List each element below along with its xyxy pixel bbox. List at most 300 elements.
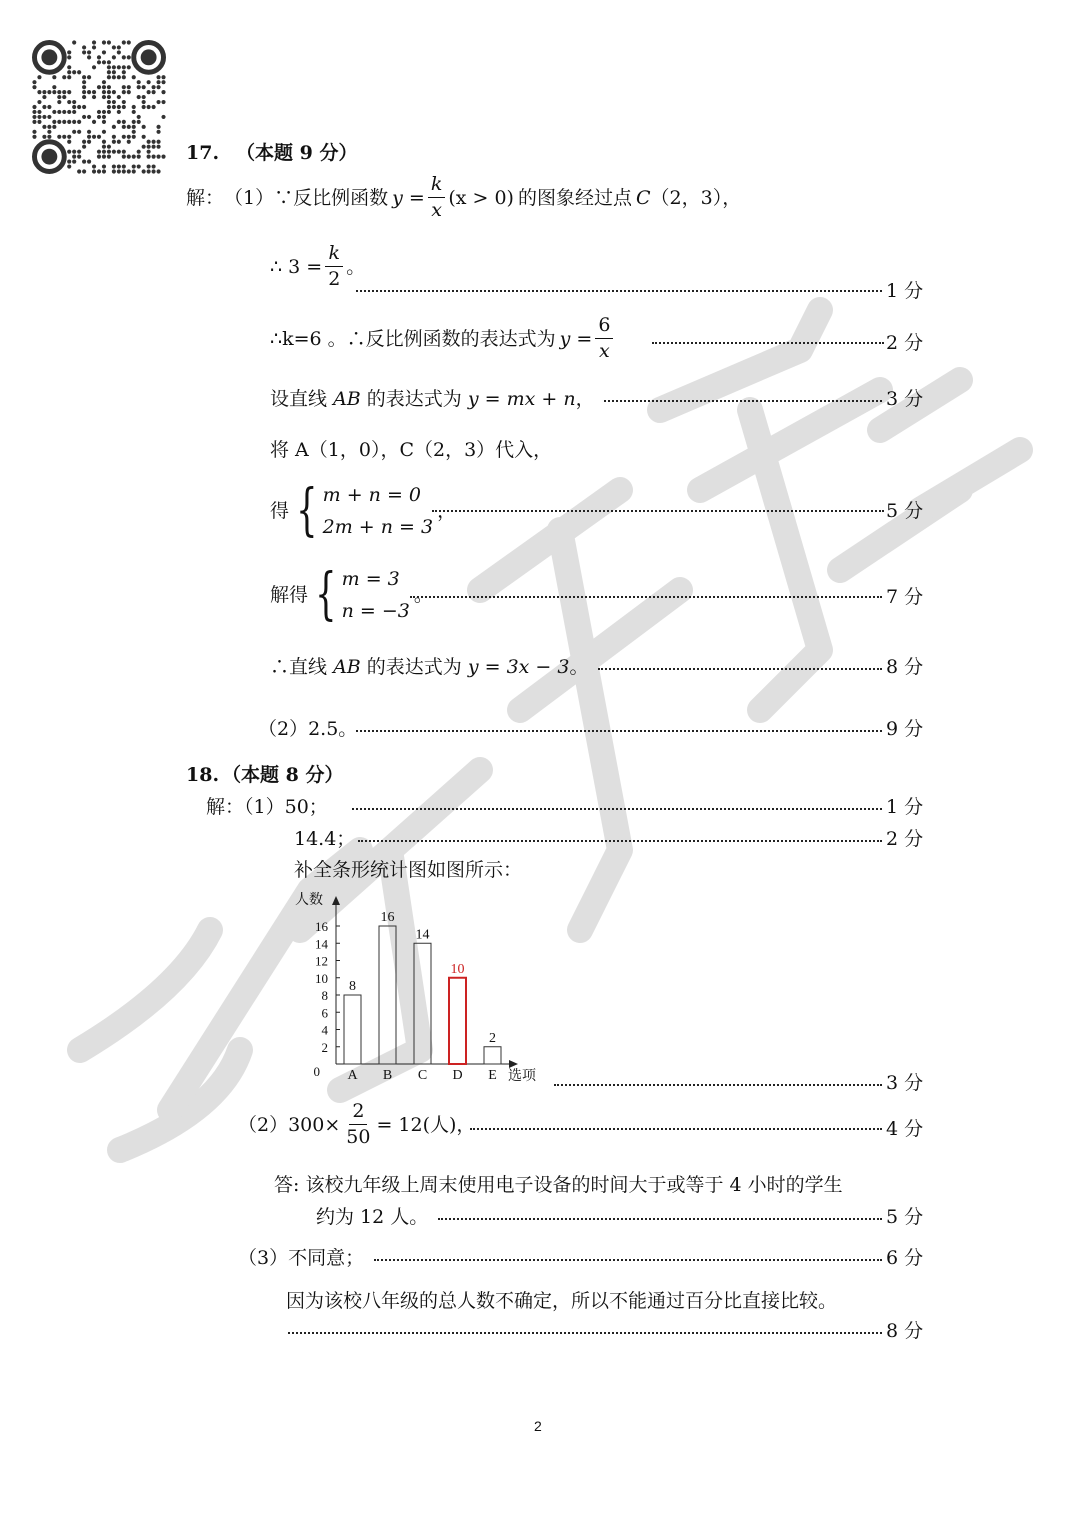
bar-value-label-A: 8: [349, 979, 356, 994]
qr-dot: [152, 140, 156, 144]
qr-dot: [62, 135, 66, 139]
q18-line4: [238, 1102, 475, 1147]
y-tick-label: 8: [321, 988, 328, 1003]
q17-line1-post: 的图象经过点: [517, 186, 632, 209]
qr-dot: [102, 130, 106, 134]
qr-dot: [112, 140, 116, 144]
qr-dot: [156, 145, 160, 149]
qr-dot: [152, 105, 156, 109]
qr-dot: [156, 85, 160, 89]
qr-dot: [47, 130, 51, 134]
equation-system: [289, 478, 434, 543]
equation-system: [308, 562, 410, 627]
qr-dot: [87, 55, 91, 59]
qr-dot: [82, 90, 86, 94]
qr-dot: [132, 130, 136, 134]
qr-dot: [117, 110, 121, 114]
qr-dot: [57, 110, 61, 114]
qr-dot: [156, 169, 160, 173]
qr-dot: [92, 169, 96, 173]
qr-dot: [97, 155, 101, 159]
qr-dot: [47, 115, 51, 119]
q17-line1-coords: （2，3），: [650, 186, 742, 209]
qr-dot: [112, 169, 116, 173]
bar-value-label-D: 10: [450, 961, 465, 977]
q17-line2-text: ∴ 3 =: [270, 255, 323, 278]
qr-dot: [102, 120, 106, 124]
qr-dot: [156, 130, 160, 134]
qr-dot: [102, 150, 106, 154]
qr-dot: [72, 130, 76, 134]
qr-dot: [137, 115, 141, 119]
qr-dot: [152, 155, 156, 159]
q17-line5: 将 A（1，0），C（2，3）代入，: [270, 439, 553, 461]
q17-score-3: 3 分: [886, 388, 924, 410]
qr-dot: [161, 75, 165, 79]
qr-dot: [132, 105, 136, 109]
qr-dot: [137, 80, 141, 84]
qr-dot: [67, 55, 71, 59]
qr-dot: [57, 120, 61, 124]
equation-1: m + n = 0: [322, 484, 421, 506]
qr-dot: [67, 135, 71, 139]
qr-dot: [112, 150, 116, 154]
y-tick-label: 12: [315, 953, 328, 969]
qr-dot: [82, 80, 86, 84]
qr-dot: [152, 169, 156, 173]
qr-dot: [161, 90, 165, 94]
qr-dot: [72, 105, 76, 109]
q18-score-1: 1 分: [886, 796, 924, 818]
qr-dot: [161, 80, 165, 84]
qr-dot: [142, 85, 146, 89]
qr-dot: [122, 125, 126, 129]
qr-dot: [107, 40, 111, 44]
qr-dot: [127, 40, 131, 44]
qr-dot: [156, 100, 160, 104]
qr-dot: [97, 135, 101, 139]
x-tick-label-B: B: [382, 1068, 393, 1083]
qr-dot: [92, 95, 96, 99]
y-tick-label: 0: [313, 1064, 320, 1079]
qr-dot: [67, 100, 71, 104]
qr-dot: [72, 160, 76, 164]
equation-2: n = −3: [341, 600, 410, 622]
qr-dot: [112, 90, 116, 94]
q18-line6: 约为 12 人。: [316, 1206, 429, 1228]
qr-dot: [107, 95, 111, 99]
qr-finder-center: [141, 49, 157, 65]
qr-dot: [67, 164, 71, 168]
q17-line3: [270, 316, 616, 361]
qr-dot: [132, 120, 136, 124]
qr-dot: [152, 85, 156, 89]
q17-line4-ab: AB: [333, 388, 361, 410]
qr-dot: [72, 40, 76, 44]
qr-dot: [82, 50, 86, 54]
qr-dot: [107, 155, 111, 159]
qr-dot: [42, 115, 46, 119]
q18-line3: 补全条形统计图如图所示：: [294, 859, 523, 881]
solution-prefix: 解：: [186, 186, 225, 209]
qr-dot: [117, 50, 121, 54]
leader-dots: [438, 1218, 882, 1220]
qr-dot: [82, 75, 86, 79]
qr-dot: [87, 130, 91, 134]
qr-dot: [72, 100, 76, 104]
bar-E: [484, 1047, 501, 1064]
leader-dots: [598, 668, 882, 670]
qr-dot: [32, 120, 36, 124]
qr-dot: [122, 120, 126, 124]
qr-dot: [142, 100, 146, 104]
qr-dot: [147, 169, 151, 173]
q17-score-7: 7 分: [886, 586, 924, 608]
qr-dot: [77, 120, 81, 124]
qr-dot: [132, 155, 136, 159]
qr-dot: [67, 50, 71, 54]
qr-dot: [117, 65, 121, 69]
q17-score-2: 2 分: [886, 332, 924, 354]
qr-dot: [87, 160, 91, 164]
qr-dot: [117, 75, 121, 79]
fraction: $\frac{k}{x}$: [428, 175, 446, 220]
qr-dot: [102, 169, 106, 173]
q17-line2-post: 。: [346, 255, 366, 278]
qr-dot: [102, 115, 106, 119]
qr-dot: [57, 90, 61, 94]
qr-dot: [127, 90, 131, 94]
qr-dot: [92, 120, 96, 124]
qr-dot: [32, 85, 36, 89]
y-tick-label: 6: [321, 1005, 328, 1021]
q18-line1-text: （1）50；: [244, 796, 328, 818]
qr-dot: [52, 125, 56, 129]
y-tick-label: 10: [315, 970, 328, 986]
qr-dot: [102, 145, 106, 149]
qr-dot: [102, 95, 106, 99]
qr-dot: [102, 50, 106, 54]
qr-dot: [122, 135, 126, 139]
qr-dot: [102, 60, 106, 64]
qr-dot: [122, 70, 126, 74]
qr-dot: [102, 140, 106, 144]
qr-dot: [122, 155, 126, 159]
qr-dot: [37, 100, 41, 104]
qr-dot: [32, 80, 36, 84]
q17-number: 17.: [186, 142, 220, 164]
page-number: 2: [534, 1418, 542, 1434]
qr-dot: [87, 135, 91, 139]
qr-dot: [107, 75, 111, 79]
qr-dot: [52, 75, 56, 79]
bar-value-label-E: 2: [489, 1030, 496, 1046]
qr-dot: [47, 125, 51, 129]
bar-A: [344, 995, 361, 1064]
qr-dot: [147, 90, 151, 94]
qr-dot: [67, 75, 71, 79]
qr-dot: [122, 85, 126, 89]
qr-dot: [122, 90, 126, 94]
q17-line8: [270, 654, 589, 680]
qr-dot: [107, 60, 111, 64]
q18-score-5: 5 分: [886, 1206, 924, 1228]
qr-dot: [42, 95, 46, 99]
qr-dot: [82, 140, 86, 144]
qr-code: [32, 40, 166, 174]
qr-dot: [132, 110, 136, 114]
qr-dot: [82, 160, 86, 164]
qr-dot: [112, 70, 116, 74]
qr-dot: [92, 45, 96, 49]
q17-line2: [270, 244, 365, 289]
q17-line8-text: ∴直线: [270, 656, 328, 678]
qr-dot: [122, 164, 126, 168]
qr-dot: [142, 125, 146, 129]
leader-dots: [352, 808, 882, 810]
q18-line1: [206, 794, 328, 820]
q17-score-8: 8 分: [886, 656, 924, 678]
leader-dots: [432, 510, 884, 512]
q17-line8-ab: AB: [333, 656, 361, 678]
qr-dot: [82, 145, 86, 149]
qr-dot: [112, 100, 116, 104]
qr-dot: [156, 80, 160, 84]
qr-dot: [156, 125, 160, 129]
qr-dot: [77, 130, 81, 134]
x-tick-label-C: C: [417, 1068, 428, 1083]
qr-dot: [92, 135, 96, 139]
qr-dot: [92, 65, 96, 69]
qr-dot: [107, 85, 111, 89]
qr-dot: [97, 55, 101, 59]
q18-number: 18.: [186, 764, 220, 786]
q17-line1-y: y =: [392, 186, 425, 209]
qr-dot: [127, 55, 131, 59]
q17-line4: [270, 386, 595, 412]
qr-dot: [107, 145, 111, 149]
qr-dot: [122, 169, 126, 173]
qr-dot: [82, 85, 86, 89]
q17-line3-text: ∴k=6 。∴反比例函数的表达式为: [270, 327, 556, 350]
qr-dot: [132, 135, 136, 139]
qr-dot: [47, 135, 51, 139]
qr-finder-center: [41, 49, 57, 65]
q17-line8-post: 。: [569, 656, 589, 678]
qr-dot: [117, 150, 121, 154]
qr-dot: [127, 125, 131, 129]
qr-dot: [137, 95, 141, 99]
q17-line1-text: （1）∵反比例函数: [224, 186, 389, 209]
qr-dot: [67, 90, 71, 94]
qr-dot: [156, 140, 160, 144]
fraction: $\frac{2}{50}$: [346, 1100, 371, 1148]
qr-dot: [97, 169, 101, 173]
qr-dot: [142, 105, 146, 109]
qr-dot: [112, 164, 116, 168]
qr-dot: [87, 75, 91, 79]
q18-score-6: 6 分: [886, 1247, 924, 1269]
qr-dot: [97, 60, 101, 64]
qr-dot: [152, 164, 156, 168]
qr-dot: [32, 105, 36, 109]
leader-dots: [604, 400, 882, 402]
x-tick-label-D: D: [452, 1068, 463, 1083]
qr-dot: [107, 100, 111, 104]
qr-dot: [142, 169, 146, 173]
qr-dot: [52, 90, 56, 94]
leader-dots: [652, 342, 884, 344]
bar-chart: [290, 884, 550, 1090]
qr-dot: [82, 105, 86, 109]
qr-dot: [147, 140, 151, 144]
qr-dot: [37, 115, 41, 119]
qr-dot: [62, 120, 66, 124]
qr-dot: [137, 164, 141, 168]
qr-dot: [62, 90, 66, 94]
q17-line4-mid: 的表达式为: [366, 388, 462, 410]
qr-dot: [82, 169, 86, 173]
qr-dot: [117, 120, 121, 124]
qr-dot: [132, 169, 136, 173]
qr-dot: [112, 55, 116, 59]
leader-dots: [554, 1084, 882, 1086]
leader-dots: [358, 840, 882, 842]
qr-dot: [127, 65, 131, 69]
qr-dot: [142, 135, 146, 139]
q17-line1: [186, 175, 741, 220]
qr-dot: [77, 105, 81, 109]
qr-dot: [67, 70, 71, 74]
qr-code-image: [32, 40, 166, 174]
qr-dot: [92, 164, 96, 168]
qr-dot: [127, 169, 131, 173]
y-tick-label: 16: [315, 919, 328, 934]
q17-line6-text: 得: [270, 500, 290, 522]
q18-header: （本题 8 分）: [222, 764, 344, 786]
qr-dot: [62, 110, 66, 114]
bar-value-label-B: 16: [380, 910, 395, 925]
qr-dot: [102, 164, 106, 168]
qr-dot: [72, 70, 76, 74]
qr-finder-center: [41, 149, 57, 165]
qr-dot: [102, 80, 106, 84]
qr-dot: [127, 140, 131, 144]
q17-line3-y: y =: [559, 327, 593, 350]
qr-dot: [107, 110, 111, 114]
qr-dot: [127, 155, 131, 159]
qr-dot: [42, 105, 46, 109]
q17-line9: （2）2.5。: [258, 718, 358, 740]
qr-dot: [72, 150, 76, 154]
qr-dot: [37, 110, 41, 114]
bar-value-label-C: 14: [415, 927, 430, 943]
y-axis-label: 人数: [295, 893, 323, 908]
qr-dot: [156, 155, 160, 159]
qr-dot: [112, 135, 116, 139]
q18-score-8: 8 分: [886, 1320, 924, 1342]
left-brace: {: [315, 562, 337, 627]
qr-dot: [107, 105, 111, 109]
qr-dot: [161, 100, 165, 104]
left-brace: {: [296, 478, 318, 543]
qr-dot: [102, 40, 106, 44]
q17-line8-eq: y = 3x − 3: [467, 656, 570, 678]
qr-dot: [67, 65, 71, 69]
q18-line5: 答: 该校九年级上周末使用电子设备的时间大于或等于 4 小时的学生: [274, 1174, 843, 1196]
leader-dots: [356, 730, 882, 732]
q18-line4-post: = 12(人)，: [376, 1113, 476, 1136]
qr-dot: [122, 150, 126, 154]
qr-dot: [102, 90, 106, 94]
qr-dot: [52, 120, 56, 124]
fraction: $\frac{k}{2}$: [325, 244, 343, 289]
qr-dot: [117, 169, 121, 173]
bar-B: [379, 926, 396, 1064]
q17-header: （本题 9 分）: [236, 142, 358, 164]
qr-dot: [112, 125, 116, 129]
qr-dot: [112, 45, 116, 49]
x-tick-label-A: A: [347, 1068, 358, 1083]
qr-dot: [137, 155, 141, 159]
qr-dot: [52, 85, 56, 89]
qr-dot: [47, 105, 51, 109]
qr-dot: [87, 140, 91, 144]
qr-dot: [122, 100, 126, 104]
qr-dot: [72, 110, 76, 114]
qr-dot: [77, 155, 81, 159]
q17-line7-text: 解得: [270, 584, 309, 606]
qr-dot: [156, 75, 160, 79]
qr-dot: [92, 40, 96, 44]
qr-dot: [107, 65, 111, 69]
q17-line4-text: 设直线: [270, 388, 328, 410]
q17-score-9: 9 分: [886, 718, 924, 740]
q17-line7-post: 。: [413, 584, 433, 606]
qr-dot: [42, 90, 46, 94]
qr-dot: [147, 150, 151, 154]
qr-dot: [57, 135, 61, 139]
qr-dot: [32, 135, 36, 139]
q18-line4-text: （2）300×: [238, 1113, 341, 1136]
leader-dots: [356, 290, 882, 292]
q17-line8-mid: 的表达式为: [366, 656, 462, 678]
qr-dot: [52, 110, 56, 114]
qr-dot: [132, 164, 136, 168]
q18-line7: （3）不同意；: [238, 1247, 365, 1269]
qr-dot: [102, 155, 106, 159]
qr-dot: [117, 164, 121, 168]
qr-dot: [107, 150, 111, 154]
qr-dot: [107, 90, 111, 94]
qr-dot: [72, 120, 76, 124]
leader-dots: [374, 1259, 882, 1261]
qr-dot: [147, 145, 151, 149]
y-axis-arrow: [332, 896, 340, 905]
qr-dot: [82, 95, 86, 99]
qr-dot: [57, 95, 61, 99]
qr-dot: [112, 105, 116, 109]
qr-dot: [147, 164, 151, 168]
qr-dot: [137, 150, 141, 154]
equation-1: m = 3: [341, 568, 400, 590]
bar-C: [414, 943, 431, 1064]
qr-dot: [122, 75, 126, 79]
q17-line6: [270, 478, 457, 543]
qr-dot: [92, 90, 96, 94]
y-tick-label: 2: [321, 1039, 328, 1055]
qr-dot: [142, 95, 146, 99]
